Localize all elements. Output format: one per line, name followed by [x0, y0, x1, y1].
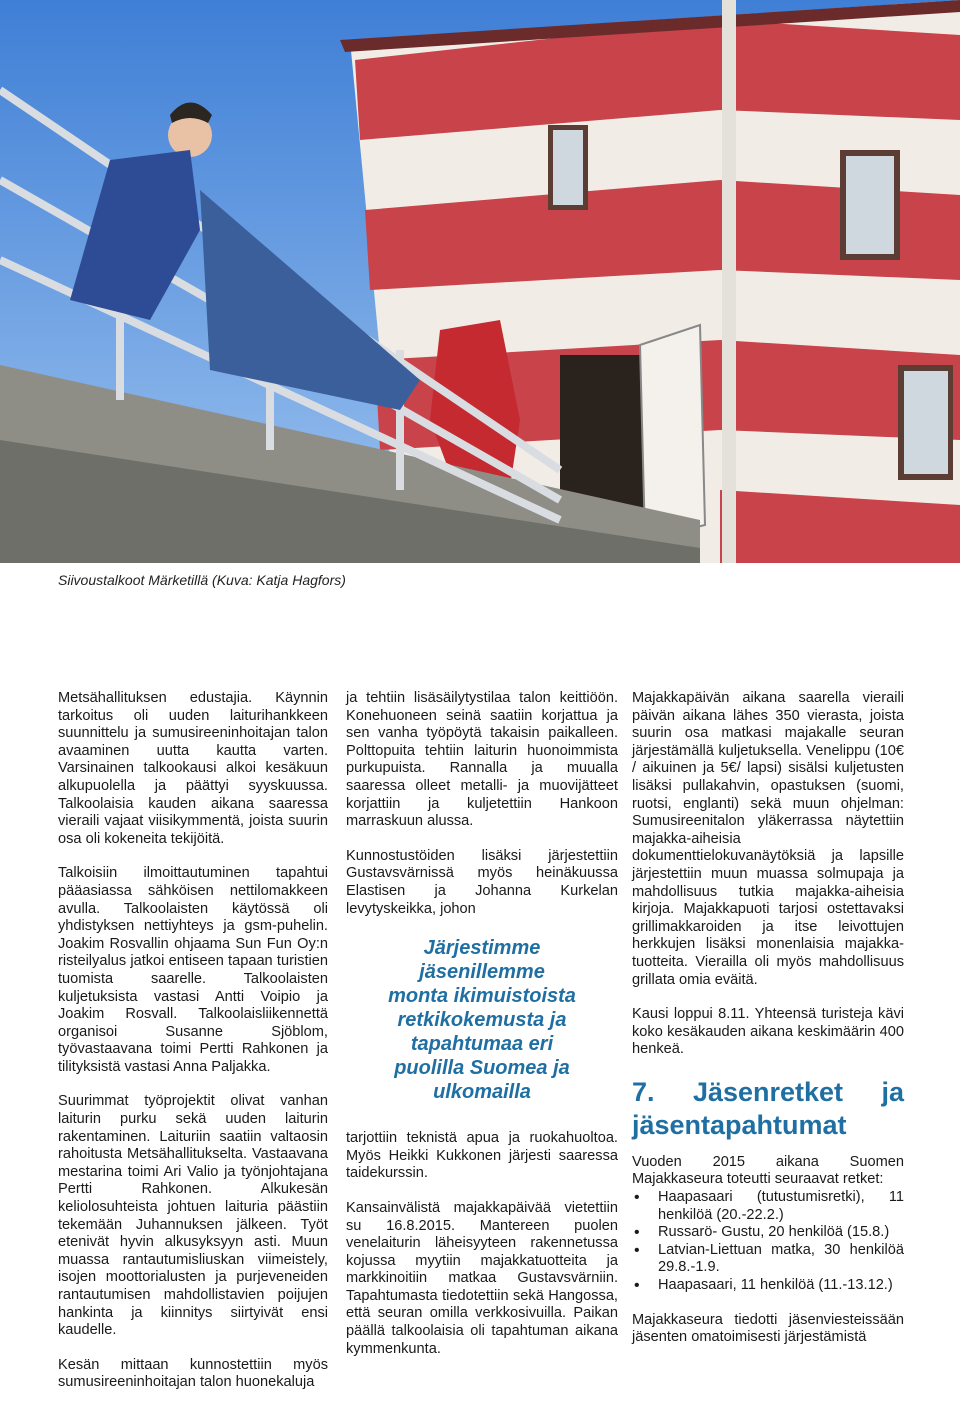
- pull-quote-line: monta ikimuistoista: [388, 985, 576, 1008]
- paragraph: Metsähallituksen edustajia. Käynnin tarkoitus oli uuden laiturihankkeen suunnittelu ja sumusireeninhoitajan talon avaaminen uutta kautta varten. Varsinainen talkookausi alkoi kesäkuun alkupuolella ja päättyi syyskuussa. Talkoolaisia kauden aikana saaressa vieraili vajaat viisikymmentä, joista suurin osa oli kokeneita tekijöitä.: [58, 690, 328, 847]
- paragraph: Majakkapäivän aikana saarella vieraili päivän aikana lähes 350 vierasta, joista suurin osa matkasi majakalle seuran järjestämällä kuljetuksella. Venelippu (10€ / aikuinen ja 5€/ lapsi) sisälsi kuljetusten lisäksi pullakahvin, opastuksen (suomi, ruotsi, englanti) sekä muun ohjelman: Sumusireenitalon yläkerrassa näytettiin majakka-aiheisia dokumenttielokuvanäytöksiä ja lapsille järjestettiin muun muassa solmupaja ja mahdollisuus tutkia majakka-aiheisia kirjoja. Majakkapuoti tarjosi ostettavaksi grillimakkaroiden ja itse leivottujen herkkujen lisäksi monenlaisia majakka-tuotteita. Vierailla oli myös mahdollisuus grillata omia eväitä.: [632, 690, 904, 988]
- pull-quote: [346, 936, 618, 1104]
- paragraph: tarjottiin teknistä apua ja ruokahuoltoa. Myös Heikki Kukkonen järjesti saaressa taidekurssin.: [346, 1130, 618, 1182]
- list-item: • Haapasaari (tutustumisretki), 11 henkilöä (20.-22.2.): [658, 1189, 904, 1224]
- column-2: [346, 690, 618, 1375]
- list-item: • Russarö- Gustu, 20 henkilöä (15.8.): [658, 1224, 904, 1242]
- column-1: [58, 690, 328, 1409]
- photo-caption: Siivoustalkoot Märketillä (Kuva: Katja Hagfors): [58, 572, 346, 588]
- column-3: [632, 690, 904, 1364]
- pull-quote-line: jäsenillemme: [419, 961, 545, 984]
- paragraph: Kunnostustöiden lisäksi järjestettiin Gustavsvärnissä myös heinäkuussa Elastisen ja Johanna Kurkelan levytyskeikka, johon: [346, 847, 618, 917]
- paragraph: Suurimmat työprojektit olivat vanhan laiturin purku sekä uuden laiturin rakentaminen. Laituriin saatiin valtaosin rahoitusta Metsähallitukselta. Vastaavana mestarina toimi Ari Valio ja työnjohtajana Pertti Rahkonen. Alkukesän keliolosuhteista johtuen laituria päästiin tekemään Juhannuksen jälkeen. Työt etenivät hyvin alkusyksyyn asti. Muun muassa rantautumisliuskan viimeistely, isojen moottorialusten ja purjeveneiden rantautumisen mahdollistavien poijujen hankinta ja kiinnitys siirtyivät ensi kaudelle.: [58, 1093, 328, 1339]
- pull-quote-line: retkikokemusta ja: [397, 1009, 567, 1032]
- pull-quote-line: ulkomailla: [433, 1081, 531, 1104]
- paragraph: Majakkaseura tiedotti jäsenviesteissään jäsenten omatoimisesti järjestämistä: [632, 1311, 904, 1346]
- pull-quote-line: puolilla Suomea ja: [394, 1057, 570, 1080]
- paragraph: Talkoisiin ilmoittautuminen tapahtui pääasiassa sähköisen nettilomakkeen avulla. Talkoolaisten käytössä oli yhdistyksen nettiyhteys ja gsm-puhelin. Joakim Rosvallin ohjaama Sun Fun Oy:n risteilyalus jatkoi entiseen tapaan turistien tuomista saarelle. Talkoolaisten kuljetuksista vastasi Antti Voipio ja Joakim Rosvall. Talkoolaisliikennettä organisoi Susanne Sjöblom, työvastaavana toimi Pertti Rahkonen ja tilityksistä vastasi Anna Paljakka.: [58, 865, 328, 1075]
- list-item: • Haapasaari, 11 henkilöä (11.-13.12.): [658, 1277, 904, 1295]
- paragraph: ja tehtiin lisäsäilytystilaa talon keittiöön. Konehuoneen seinä saatiin korjattua ja sen vanha työpöytä takaisin paikalleen. Polttopuita tehtiin laiturin huonoimmista purkupuista. Rannalla ja muualla saaressa olleet metalli- ja muovijätteet korjattiin ja kuljetettiin Hankoon marraskuun alussa.: [346, 690, 618, 830]
- trip-list: [632, 1189, 904, 1295]
- list-item: • Latvian-Liettuan matka, 30 henkilöä 29.8.-1.9.: [658, 1242, 904, 1277]
- paragraph: Kesän mittaan kunnostettiin myös sumusireeninhoitajan talon huonekaluja: [58, 1356, 328, 1391]
- section-heading: 7. Jäsenretket ja jäsentapahtumat: [632, 1076, 904, 1140]
- paragraph: Vuoden 2015 aikana Suomen Majakkaseura toteutti seuraavat retket:: [632, 1153, 904, 1188]
- paragraph: Kansainvälistä majakkapäivää vietettiin su 16.8.2015. Mantereen puolen venelaiturin läheisyyteen rakennetussa kojussa myytiin majakkatuotteita ja markkinoitiin matkaa Gustavsvärniin. Tapahtumasta tiedotettiin sekä Hangossa, että seuran omilla verkkosivuilla. Paikan päällä talkoolaisia oli tapahtuman aikana kymmenkunta.: [346, 1199, 618, 1357]
- photo: [0, 0, 960, 563]
- pull-quote-line: tapahtumaa eri: [410, 1033, 554, 1056]
- pull-quote-line: Järjestimme: [423, 937, 541, 960]
- paragraph: Kausi loppui 8.11. Yhteensä turisteja kävi koko kesäkauden aikana keskimäärin 400 henkeä.: [632, 1006, 904, 1058]
